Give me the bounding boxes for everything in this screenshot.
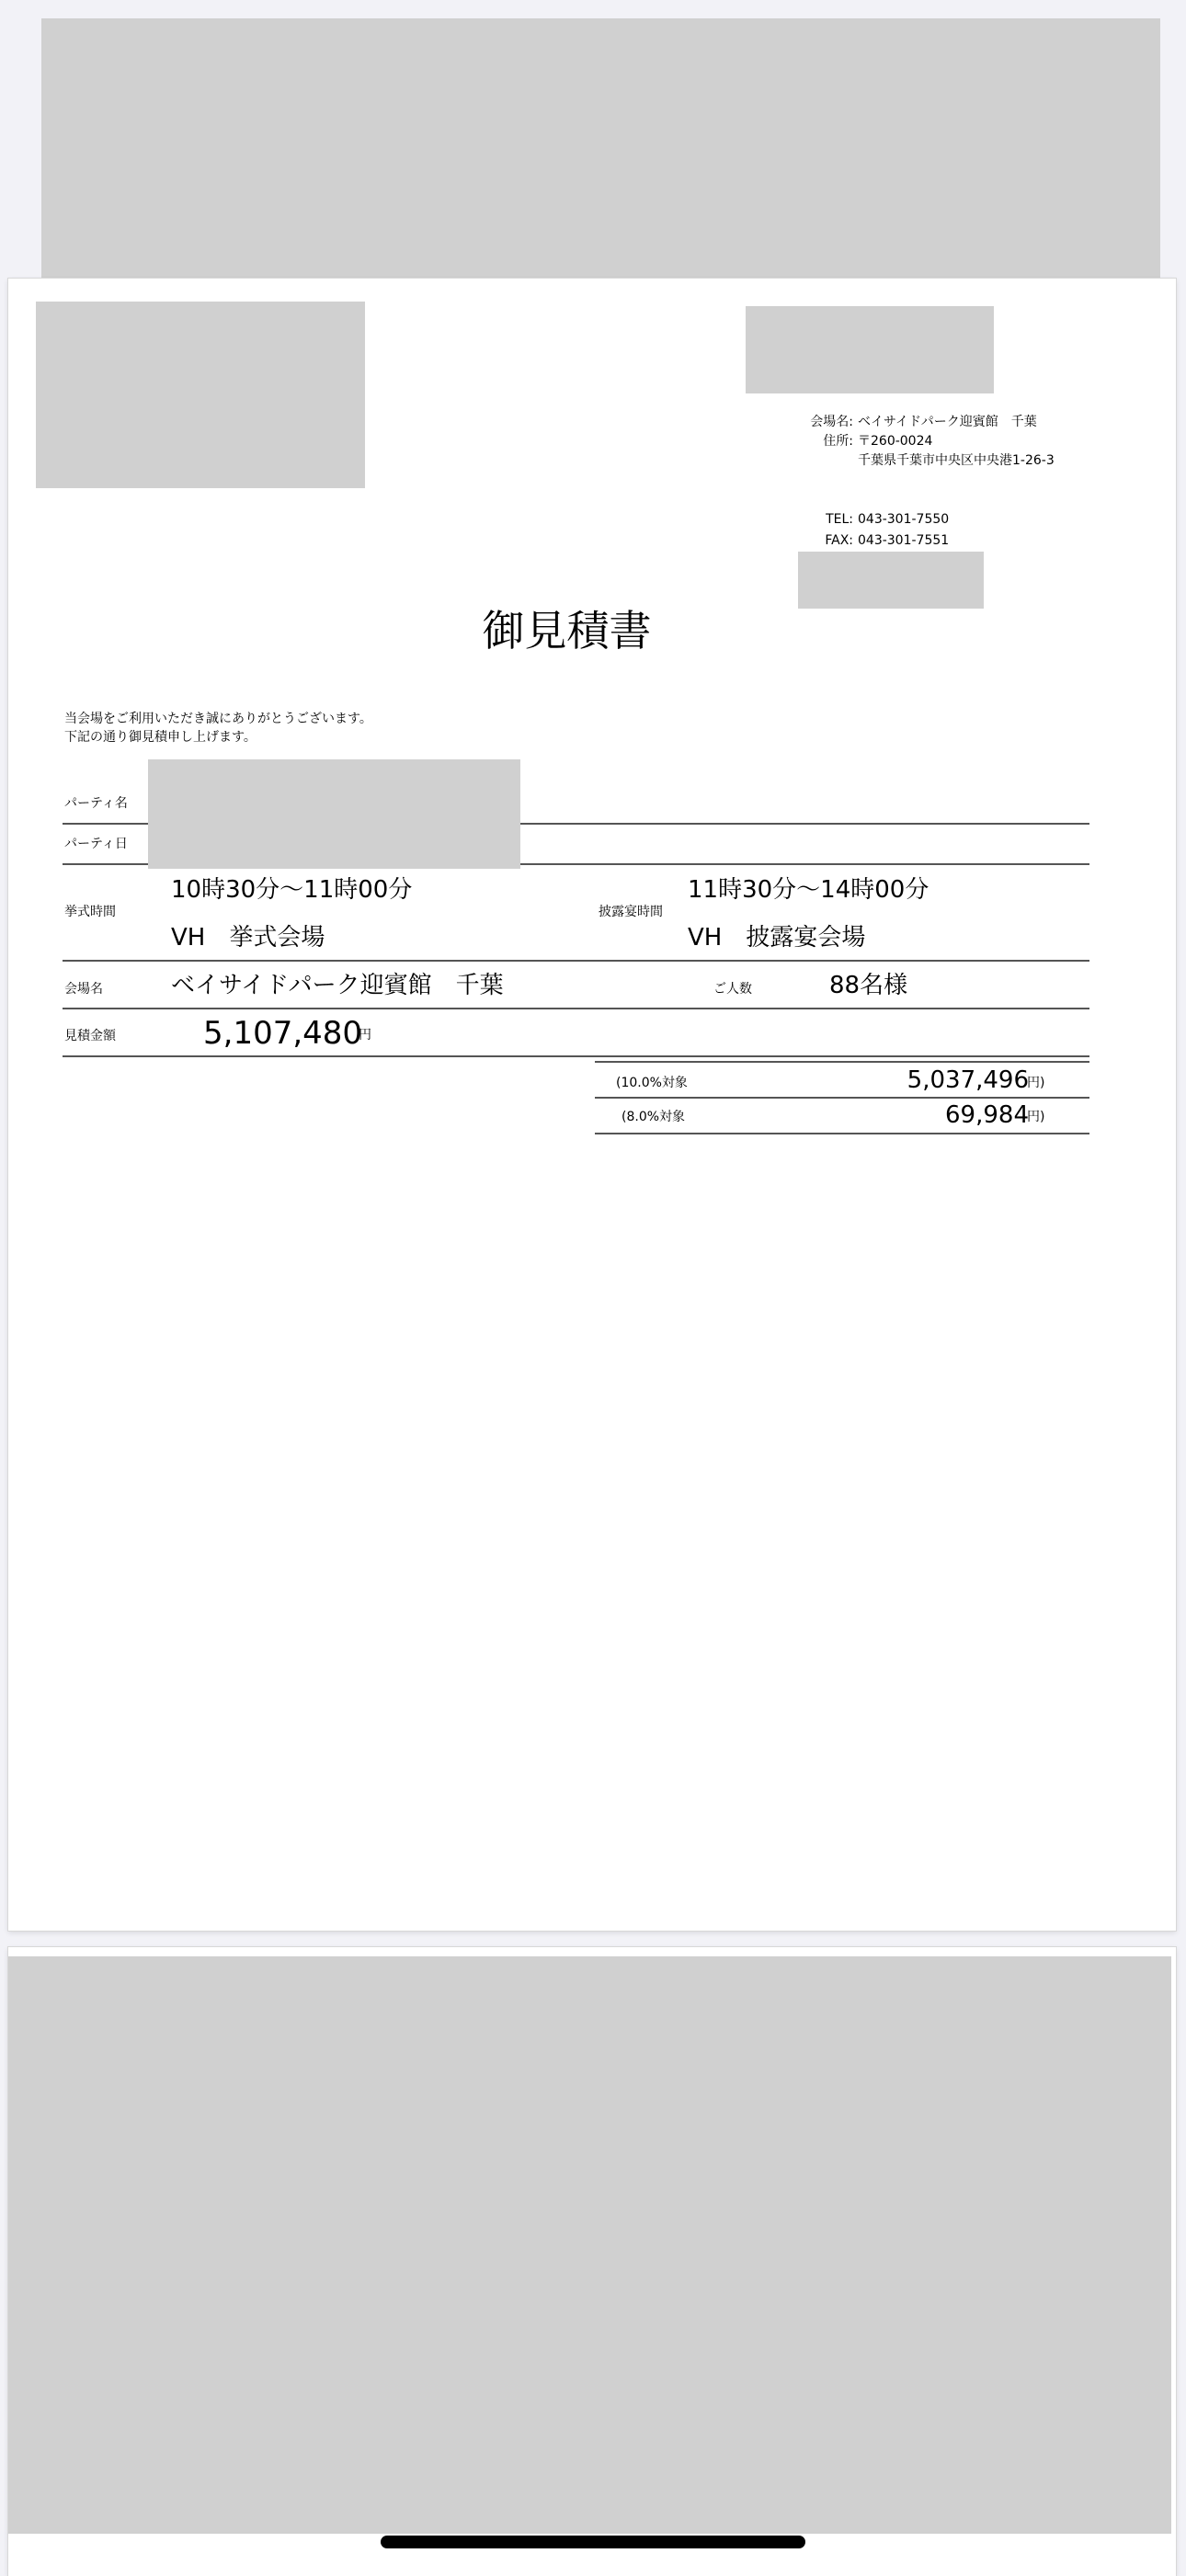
tax-8-amount: 69,984 [945,1101,1029,1129]
party-name-label: パーティ名 [64,796,128,811]
tax-10-unit: 円) [1027,1076,1045,1090]
reception-place: VH 披露宴会場 [688,924,866,952]
venue-info-name: ベイサイドパーク迎賓館 千葉 [858,415,1037,429]
reception-time-label: 披露宴時間 [599,905,663,919]
tax-10-amount: 5,037,496 [907,1066,1029,1094]
redacted-header-block [41,18,1160,292]
venue-info-label: 会場名: [810,415,853,429]
postal-code: 〒260-0024 [858,434,933,449]
redacted-page-content [8,1956,1171,2534]
tax-10-label: (10.0%対象 [616,1076,688,1090]
home-indicator[interactable] [381,2536,805,2548]
party-date-label: パーティ日 [64,837,128,851]
guests-label: ご人数 [713,982,752,997]
address-label: 住所: [823,434,853,449]
fax-number: 043-301-7551 [858,533,950,548]
ceremony-time: 10時30分～11時00分 [171,876,413,904]
reception-time: 11時30分～14時00分 [688,876,929,904]
estimate-label: 見積金額 [64,1029,116,1043]
ceremony-place: VH 挙式会場 [171,924,325,952]
greeting-line-2: 下記の通り御見積申し上げます。 [64,730,257,745]
address-line: 千葉県千葉市中央区中央港1-26-3 [858,453,1055,468]
tax-divider [595,1133,1089,1134]
redacted-stamp [798,552,984,609]
document-page-2 [8,1947,1176,2576]
venue-label: 会場名 [64,982,103,997]
guests-value: 88名様 [829,972,908,999]
redacted-logo [36,302,365,488]
estimate-yen: 円 [359,1028,371,1043]
tax-divider [595,1061,1089,1063]
document-title: 御見積書 [482,606,652,655]
tax-8-unit: 円) [1027,1110,1045,1124]
tax-8-label: (8.0%対象 [622,1110,686,1124]
ceremony-time-label: 挙式時間 [64,905,116,919]
greeting-line-1: 当会場をご利用いただき誠にありがとうございます。 [64,712,372,726]
venue-value: ベイサイドパーク迎賓館 千葉 [171,972,504,999]
fax-label: FAX: [825,533,853,548]
row-divider [63,1008,1089,1009]
row-divider [63,960,1089,962]
tel-number: 043-301-7550 [858,512,950,527]
row-divider [63,1055,1089,1057]
tax-divider [595,1097,1089,1099]
redacted-party-info [148,759,520,869]
redacted-company-name [746,306,994,393]
tel-label: TEL: [826,512,853,527]
estimate-amount: 5,107,480 [203,1015,363,1052]
document-page-1 [8,279,1176,1931]
